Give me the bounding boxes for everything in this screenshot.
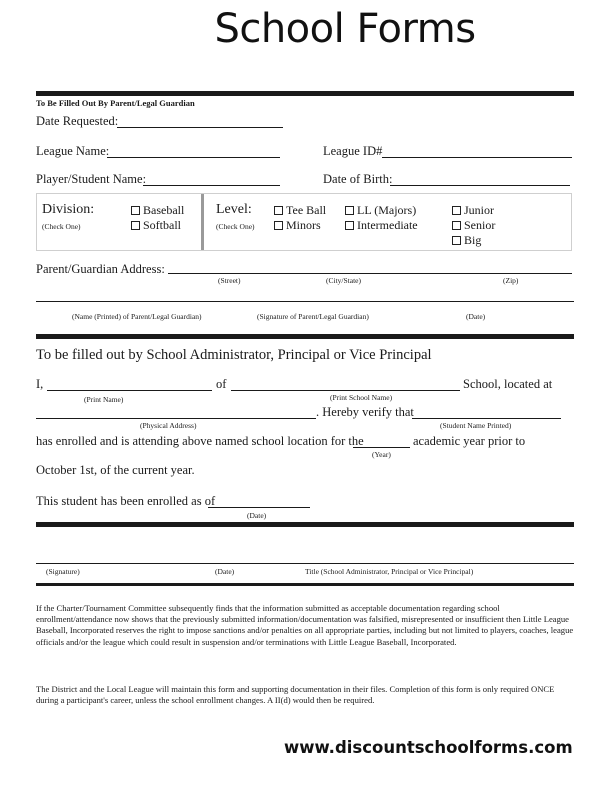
page-title: School Forms bbox=[214, 6, 476, 52]
level-option-big[interactable]: Big bbox=[452, 233, 481, 248]
date-requested-field[interactable] bbox=[117, 127, 283, 128]
box-divider bbox=[201, 194, 204, 250]
checkbox-icon[interactable] bbox=[274, 206, 283, 215]
line3-prefix: has enrolled and is attending above named school location for the bbox=[36, 434, 364, 448]
city-state-caption: (City/State) bbox=[326, 276, 361, 285]
checkbox-icon[interactable] bbox=[345, 221, 354, 230]
retention-paragraph: The District and the Local League will maintain this form and supporting documentation in their files. Completion of this form is only required ONCE during a participant's career, unless the school enrollment changes. A II(d) would then be required. bbox=[36, 684, 555, 706]
level-hint: (Check One) bbox=[216, 222, 255, 231]
player-name-label: Player/Student Name: bbox=[36, 172, 147, 186]
line1-of: of bbox=[216, 377, 227, 391]
disclaimer-paragraph: If the Charter/Tournament Committee subsequently finds that the information submitted as acceptable documentation regarding school enrollment/attendance now shows that the previously submitted information/documentation was falsified, misrepresented or insufficient then Little League Baseball, Incorporated reserves the right to impose sanctions and/or penalties on all appropriate parties, including but not limited to players, coaches, league officials and/or the league which could result in suspension and/or terminations with Little League Baseball, Incorporated. bbox=[36, 603, 574, 647]
enrolled-date-field[interactable] bbox=[208, 507, 310, 508]
line5-prefix: This student has been enrolled as of bbox=[36, 494, 216, 508]
date-of-birth-field[interactable] bbox=[390, 185, 570, 186]
parent-signature-caption: (Signature of Parent/Legal Guardian) bbox=[257, 312, 369, 321]
checkbox-icon[interactable] bbox=[452, 206, 461, 215]
parent-signature-line[interactable] bbox=[36, 301, 574, 302]
checkbox-icon[interactable] bbox=[345, 206, 354, 215]
checkbox-icon[interactable] bbox=[274, 221, 283, 230]
level-label: Level: bbox=[216, 202, 252, 217]
parent-name-caption: (Name (Printed) of Parent/Legal Guardian) bbox=[72, 312, 202, 321]
level-option-junior[interactable]: Junior bbox=[452, 203, 494, 218]
date-of-birth-label: Date of Birth: bbox=[323, 172, 393, 186]
league-name-label: League Name: bbox=[36, 144, 110, 158]
year-field[interactable] bbox=[353, 447, 410, 448]
admin-date-caption: (Date) bbox=[215, 567, 235, 576]
address-label: Parent/Guardian Address: bbox=[36, 262, 165, 276]
line1-prefix: I, bbox=[36, 377, 44, 391]
student-name-caption: (Student Name Printed) bbox=[440, 421, 512, 430]
parent-section-heading: To Be Filled Out By Parent/Legal Guardian bbox=[36, 98, 195, 108]
website-link[interactable]: www.discountschoolforms.com bbox=[284, 738, 573, 757]
division-label: Division: bbox=[42, 202, 95, 217]
admin-title-caption: Title (School Administrator, Principal or Vice Principal) bbox=[305, 567, 474, 576]
print-name-caption: (Print Name) bbox=[84, 395, 124, 404]
section-divider bbox=[36, 334, 574, 339]
section-divider bbox=[36, 91, 574, 96]
admin-signature-line[interactable] bbox=[36, 563, 574, 564]
division-option-baseball[interactable]: Baseball bbox=[131, 203, 184, 218]
league-id-label: League ID# bbox=[323, 144, 383, 158]
school-name-field[interactable] bbox=[231, 390, 460, 391]
checkbox-icon[interactable] bbox=[452, 221, 461, 230]
level-option-senior[interactable]: Senior bbox=[452, 218, 495, 233]
level-option-tee-ball[interactable]: Tee Ball bbox=[274, 203, 326, 218]
print-name-field[interactable] bbox=[47, 390, 212, 391]
section-divider bbox=[36, 583, 574, 586]
address-field[interactable] bbox=[168, 273, 572, 274]
player-name-field[interactable] bbox=[143, 185, 280, 186]
checkbox-icon[interactable] bbox=[452, 236, 461, 245]
line4: October 1st, of the current year. bbox=[36, 463, 195, 477]
year-caption: (Year) bbox=[372, 450, 391, 459]
date-requested-label: Date Requested: bbox=[36, 114, 119, 128]
league-name-field[interactable] bbox=[107, 157, 280, 158]
division-option-softball[interactable]: Softball bbox=[131, 218, 181, 233]
enrolled-date-caption: (Date) bbox=[247, 511, 267, 520]
section-divider bbox=[36, 522, 574, 527]
physical-address-field[interactable] bbox=[36, 418, 316, 419]
print-school-name-caption: (Print School Name) bbox=[330, 393, 393, 402]
league-id-field[interactable] bbox=[382, 157, 572, 158]
student-name-field[interactable] bbox=[412, 418, 561, 419]
physical-address-caption: (Physical Address) bbox=[140, 421, 197, 430]
line1-suffix: School, located at bbox=[463, 377, 553, 391]
admin-signature-caption: (Signature) bbox=[46, 567, 80, 576]
street-caption: (Street) bbox=[218, 276, 241, 285]
parent-date-caption: (Date) bbox=[466, 312, 486, 321]
admin-section-heading: To be filled out by School Administrator, Principal or Vice Principal bbox=[36, 347, 432, 363]
level-option-intermediate[interactable]: Intermediate bbox=[345, 218, 418, 233]
checkbox-icon[interactable] bbox=[131, 221, 140, 230]
checkbox-icon[interactable] bbox=[131, 206, 140, 215]
level-option-minors[interactable]: Minors bbox=[274, 218, 321, 233]
zip-caption: (Zip) bbox=[503, 276, 519, 285]
level-option-ll-majors[interactable]: LL (Majors) bbox=[345, 203, 416, 218]
division-hint: (Check One) bbox=[42, 222, 81, 231]
line2-middle: . Hereby verify that bbox=[316, 405, 414, 419]
line3-suffix: academic year prior to bbox=[413, 434, 526, 448]
